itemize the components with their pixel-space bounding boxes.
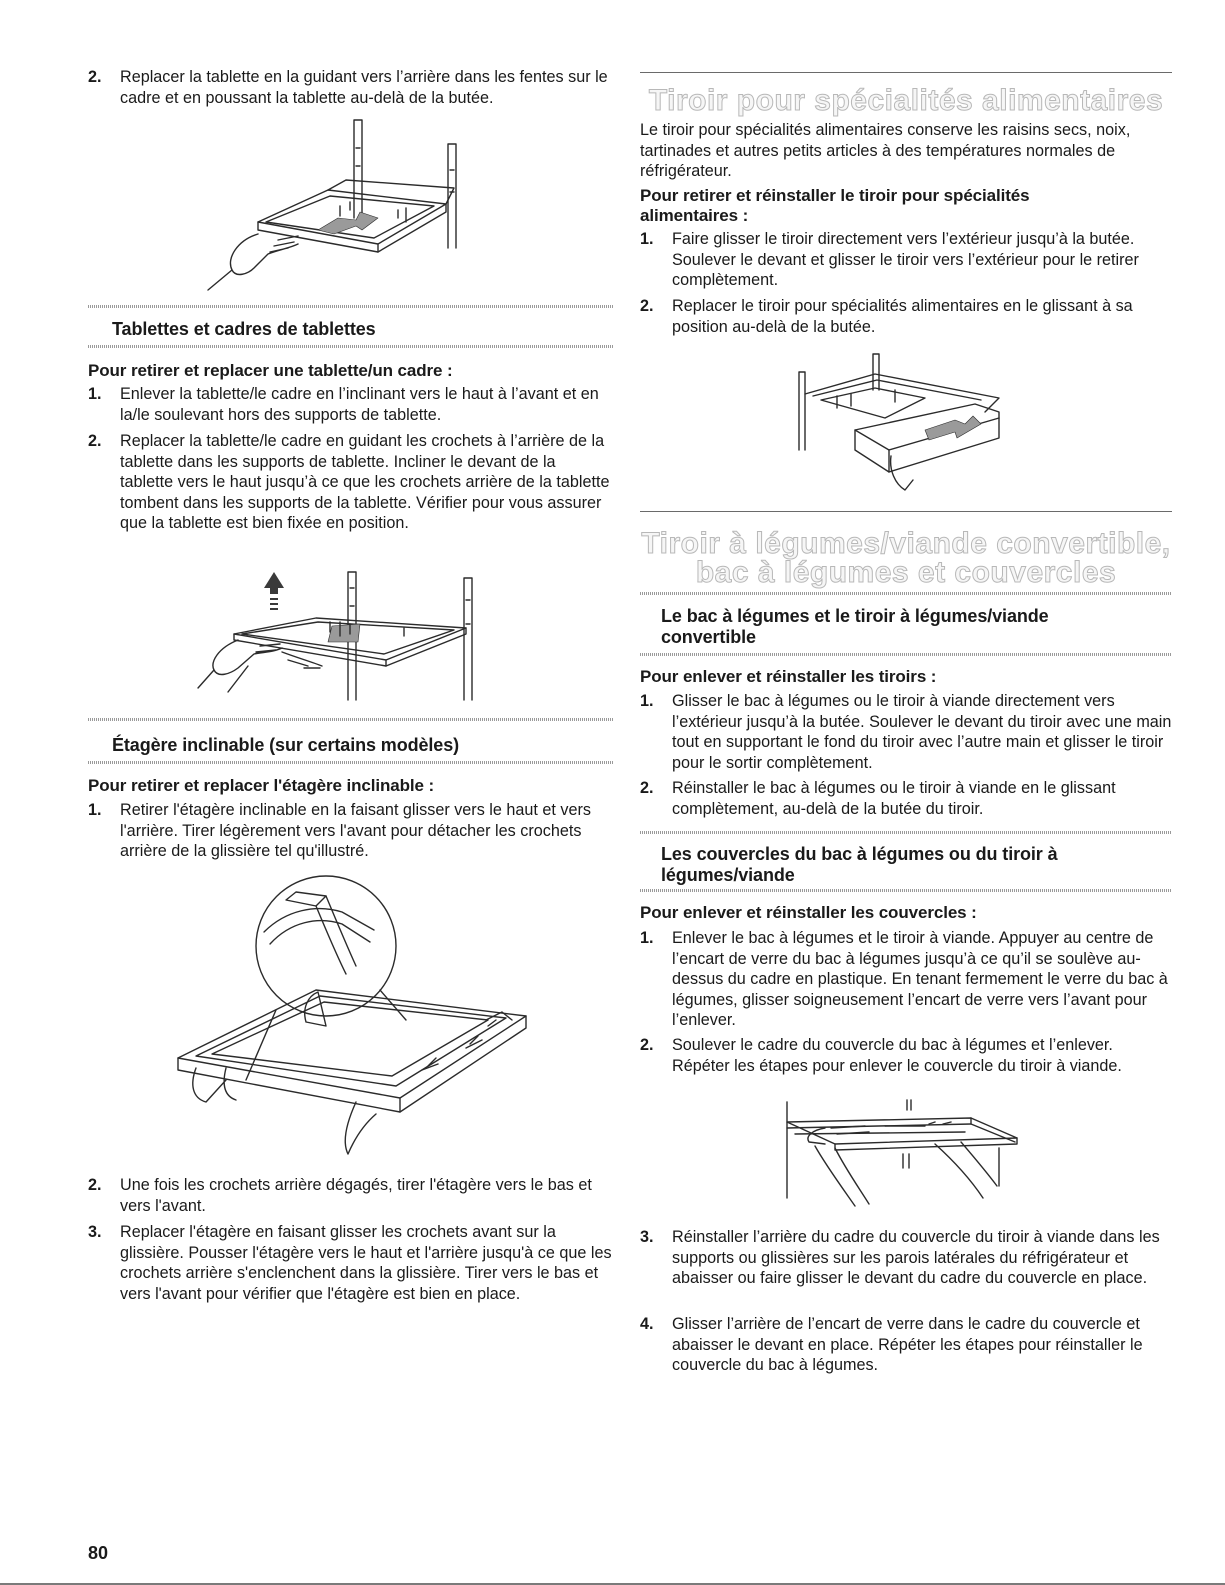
step-number: 1. <box>640 230 654 248</box>
step-text: Soulever le cadre du couvercle du bac à légumes et l’enlever. Répéter les étapes pour enlever le couvercle du tiroir à viande. <box>672 1036 1122 1075</box>
step-text: Réinstaller le bac à légumes ou le tiroir à viande en le glissant complètement, au-delà de la butée du tiroir. <box>672 779 1116 818</box>
step-text: Replacer la tablette en la guidant vers l’arrière dans les fentes sur le cadre et en poussant la tablette au-delà de la butée. <box>120 68 608 107</box>
shelf-tilt-illustration <box>208 570 498 702</box>
step-number: 1. <box>88 801 102 819</box>
section-banner-title: Tiroir pour spécialités alimentaires <box>648 84 1164 117</box>
section-title: Tablettes et cadres de tablettes <box>112 319 376 339</box>
step-number: 4. <box>640 1315 654 1333</box>
section-title: Les couvercles du bac à légumes ou du tiroir à légumes/viande <box>661 844 1058 885</box>
step-text: Glisser l’arrière de l’encart de verre dans le cadre du couvercle et abaisser le devant en place. Répéter les étapes pour réinstaller le couvercle du bac à légumes. <box>672 1315 1143 1374</box>
section-rule <box>640 653 1172 656</box>
section-rule <box>640 72 1172 73</box>
step-replace-shelf <box>88 67 613 108</box>
step <box>640 1314 1172 1376</box>
section-rule <box>88 718 613 721</box>
step <box>640 296 1172 337</box>
step-text: Enlever la tablette/le cadre en l’inclinant vers le haut à l’avant et en la/le soulevant hors des supports de tablette. <box>120 385 599 424</box>
step <box>88 800 613 862</box>
step-text: Replacer l'étagère en faisant glisser les crochets avant sur la glissière. Pousser l'étagère vers le haut et l'arrière jusqu'à ce que les crochets arrière s'enclenchent dans la glissière. Tirer vers le bas et vers l'avant pour vérifier que l'étagère est bien en place. <box>120 1223 612 1303</box>
shelf-slide-illustration <box>228 118 468 298</box>
step-number: 3. <box>88 1223 102 1241</box>
step-number: 2. <box>88 1176 102 1194</box>
section-rule <box>88 345 613 348</box>
subheading: Pour enlever et réinstaller les couvercles : <box>640 903 977 922</box>
section-title: Étagère inclinable (sur certains modèles) <box>112 735 460 755</box>
section-rule <box>640 511 1172 512</box>
step <box>640 1227 1172 1289</box>
step-number: 2. <box>88 68 102 86</box>
step-number: 3. <box>640 1228 654 1246</box>
step <box>88 384 613 425</box>
step-text: Retirer l'étagère inclinable en la faisant glisser vers le haut et vers l'arrière. Tirer légèrement vers l'avant pour détacher les crochets arrière de la glissière tel qu'illustré. <box>120 801 591 860</box>
subheading: Pour retirer et réinstaller le tiroir pour spécialités alimentaires : <box>640 186 1030 225</box>
step <box>640 928 1172 1031</box>
subheading: Pour retirer et replacer l'étagère inclinable : <box>88 776 435 795</box>
step-text: Glisser le bac à légumes ou le tiroir à viande directement vers l’extérieur jusqu’à la butée. Soulever le devant du tiroir avec une main tout en supportant le fond du tiroir avec l’autre main et glisser le tiroir pour le sortir complètement. <box>672 692 1172 772</box>
step-text: Replacer le tiroir pour spécialités alimentaires en le glissant à sa position au-delà de la butée. <box>672 297 1133 336</box>
section-rule <box>88 305 613 308</box>
section-rule <box>640 592 1172 595</box>
step-text: Faire glisser le tiroir directement vers l’extérieur jusqu’à la butée. Soulever le devant et glisser le tiroir vers l’extérieur pour le retirer complètement. <box>672 230 1139 289</box>
section-banner-title: Tiroir à légumes/viande convertible, <box>641 527 1171 560</box>
step-text: Enlever le bac à légumes et le tiroir à viande. Appuyer au centre de l’encart de verre du bac à légumes jusqu’à ce qu’il se soulève au-dessus du cadre en plastique. En tenant fermement le verre du bac à légumes, glisser soigneusement l’encart de verre vers l’avant pour l’enlever. <box>672 929 1168 1029</box>
specialty-drawer-illustration <box>795 350 1005 498</box>
step <box>88 431 613 534</box>
subheading: Pour enlever et réinstaller les tiroirs : <box>640 667 937 686</box>
step-number: 1. <box>88 385 102 403</box>
step-number: 2. <box>640 779 654 797</box>
subheading: Pour retirer et replacer une tablette/un cadre : <box>88 361 453 380</box>
section-rule <box>640 831 1172 834</box>
page-number: 80 <box>88 1543 109 1563</box>
step-number: 1. <box>640 929 654 947</box>
step <box>640 691 1172 773</box>
step <box>640 1035 1172 1076</box>
step-text: Une fois les crochets arrière dégagés, tirer l'étagère vers le bas et vers l'avant. <box>120 1176 592 1215</box>
section-rule <box>640 889 1172 892</box>
crisper-cover-illustration <box>785 1098 1025 1210</box>
step-number: 2. <box>640 297 654 315</box>
step-number: 1. <box>640 692 654 710</box>
intro-paragraph: Le tiroir pour spécialités alimentaires conserve les raisins secs, noix, tartinades et autres petits articles à des températures normales de réfrigérateur. <box>640 121 1131 180</box>
section-rule <box>88 761 613 764</box>
step-text: Replacer la tablette/le cadre en guidant les crochets à l’arrière de la tablette dans les supports de tablette. Incliner le devant de la tablette vers le haut jusqu’à ce que les crochets arrière de la tablette tombent dans les supports de la tablette. Vérifier pour vous assurer que la tablette est bien fixée en position. <box>120 432 610 532</box>
section-title: Le bac à légumes et le tiroir à légumes/viande convertible <box>661 606 1049 647</box>
tilt-shelf-illustration <box>166 870 546 1160</box>
section-banner-title: bac à légumes et couvercles <box>695 556 1117 589</box>
step-text: Réinstaller l’arrière du cadre du couvercle du tiroir à viande dans les supports ou glissières sur les parois latérales du réfrigérateur et abaisser ou faire glisser le devant du cadre du couvercle en place. <box>672 1228 1160 1287</box>
step-number: 2. <box>640 1036 654 1054</box>
step <box>88 1222 613 1304</box>
step-number: 2. <box>88 432 102 450</box>
step <box>88 1175 613 1216</box>
step <box>640 229 1172 291</box>
step <box>640 778 1172 819</box>
